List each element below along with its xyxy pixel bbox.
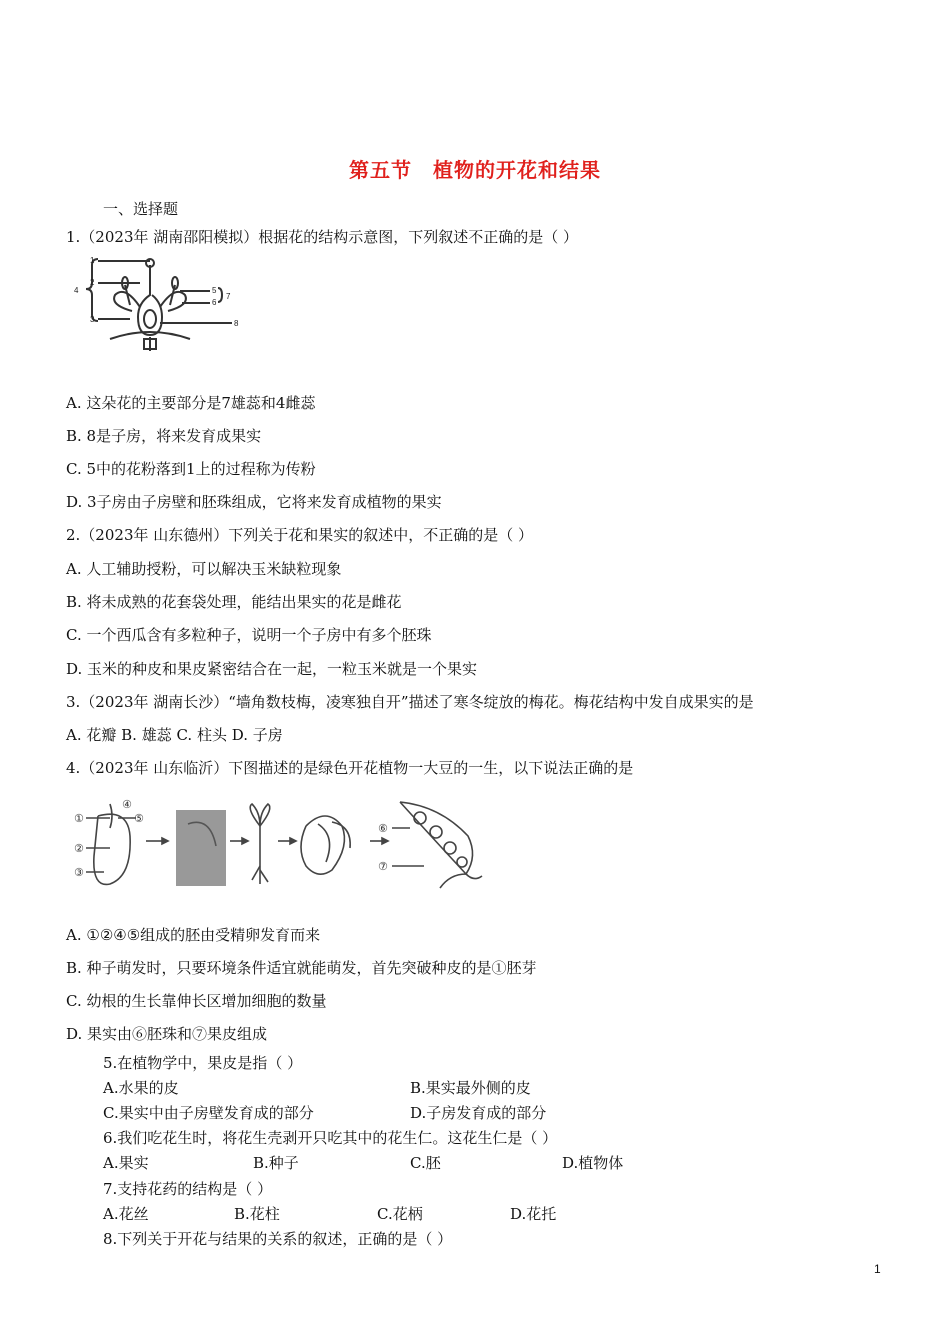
question-5-option-c: C.果实中由子房壁发育成的部分 <box>103 1104 314 1122</box>
question-4-stem: 4.（2023年 山东临沂）下图描述的是绿色开花植物一大豆的一生，以下说法正确的是 <box>66 759 634 777</box>
question-4-option-d: D. 果实由⑥胚珠和⑦果皮组成 <box>66 1025 268 1043</box>
diagram-label: 3 <box>90 315 95 324</box>
question-6-option-b: B.种子 <box>253 1154 299 1172</box>
question-3-options: A. 花瓣 B. 雄蕊 C. 柱头 D. 子房 <box>66 726 283 744</box>
question-1-option-c: C. 5中的花粉落到1上的过程称为传粉 <box>66 460 316 478</box>
soybean-lifecycle-diagram <box>70 796 490 896</box>
question-2-option-d: D. 玉米的种皮和果皮紧密结合在一起，一粒玉米就是一个果实 <box>66 660 478 678</box>
section-heading: 一、选择题 <box>103 200 179 218</box>
flower-structure-diagram <box>70 255 250 355</box>
diagram-label: ⑤ <box>134 812 144 825</box>
question-7-stem: 7.支持花药的结构是（ ） <box>103 1180 273 1198</box>
question-1-option-a: A. 这朵花的主要部分是7雄蕊和4雌蕊 <box>66 394 316 412</box>
question-8-stem: 8.下列关于开花与结果的关系的叙述，正确的是（ ） <box>103 1230 453 1248</box>
question-5-stem: 5.在植物学中，果皮是指（ ） <box>103 1054 303 1072</box>
question-2-option-c: C. 一个西瓜含有多粒种子，说明一个子房中有多个胚珠 <box>66 626 432 644</box>
diagram-label: ⑥ <box>378 822 388 835</box>
diagram-label: 8 <box>234 319 239 328</box>
question-1-stem: 1.（2023年 湖南邵阳模拟）根据花的结构示意图，下列叙述不正确的是（ ） <box>66 228 579 246</box>
question-2-option-a: A. 人工辅助授粉，可以解决玉米缺粒现象 <box>66 560 342 578</box>
diagram-label: ⑦ <box>378 860 388 873</box>
diagram-label: 6 <box>212 298 217 307</box>
diagram-label: 2 <box>90 278 95 287</box>
question-1-option-b: B. 8是子房，将来发育成果实 <box>66 427 262 445</box>
question-2-stem: 2.（2023年 山东德州）下列关于花和果实的叙述中，不正确的是（ ） <box>66 526 534 544</box>
question-4-option-b: B. 种子萌发时，只要环境条件适宜就能萌发，首先突破种皮的是①胚芽 <box>66 959 537 977</box>
question-6-option-d: D.植物体 <box>562 1154 624 1172</box>
diagram-label: ① <box>74 812 84 825</box>
diagram-label: 4 <box>74 286 79 295</box>
question-7-option-d: D.花托 <box>510 1205 557 1223</box>
question-6-stem: 6.我们吃花生时，将花生壳剥开只吃其中的花生仁。这花生仁是（ ） <box>103 1129 558 1147</box>
question-6-option-a: A.果实 <box>103 1154 149 1172</box>
question-7-option-b: B.花柱 <box>234 1205 280 1223</box>
question-6-option-c: C.胚 <box>410 1154 441 1172</box>
diagram-label: 7 <box>226 292 231 301</box>
diagram-label: 5 <box>212 286 217 295</box>
question-5-option-d: D.子房发育成的部分 <box>410 1104 547 1122</box>
diagram-label: 1 <box>90 256 95 265</box>
page-title: 第五节 植物的开花和结果 <box>349 158 601 182</box>
page-number: 1 <box>874 1262 881 1276</box>
question-4-option-c: C. 幼根的生长靠伸长区增加细胞的数量 <box>66 992 327 1010</box>
question-7-option-a: A.花丝 <box>103 1205 149 1223</box>
diagram-label: ④ <box>122 798 132 811</box>
question-7-option-c: C.花柄 <box>377 1205 423 1223</box>
diagram-label: ③ <box>74 866 84 879</box>
question-2-option-b: B. 将未成熟的花套袋处理，能结出果实的花是雌花 <box>66 593 402 611</box>
question-5-option-b: B.果实最外侧的皮 <box>410 1079 531 1097</box>
diagram-label: ② <box>74 842 84 855</box>
question-4-option-a: A. ①②④⑤组成的胚由受精卵发育而来 <box>66 926 321 944</box>
question-1-option-d: D. 3子房由子房壁和胚珠组成，它将来发育成植物的果实 <box>66 493 442 511</box>
question-5-option-a: A.水果的皮 <box>103 1079 179 1097</box>
question-3-stem: 3.（2023年 湖南长沙）“墙角数枝梅，凌寒独自开”描述了寒冬绽放的梅花。梅花结构中发自成果实的是 <box>66 693 754 711</box>
